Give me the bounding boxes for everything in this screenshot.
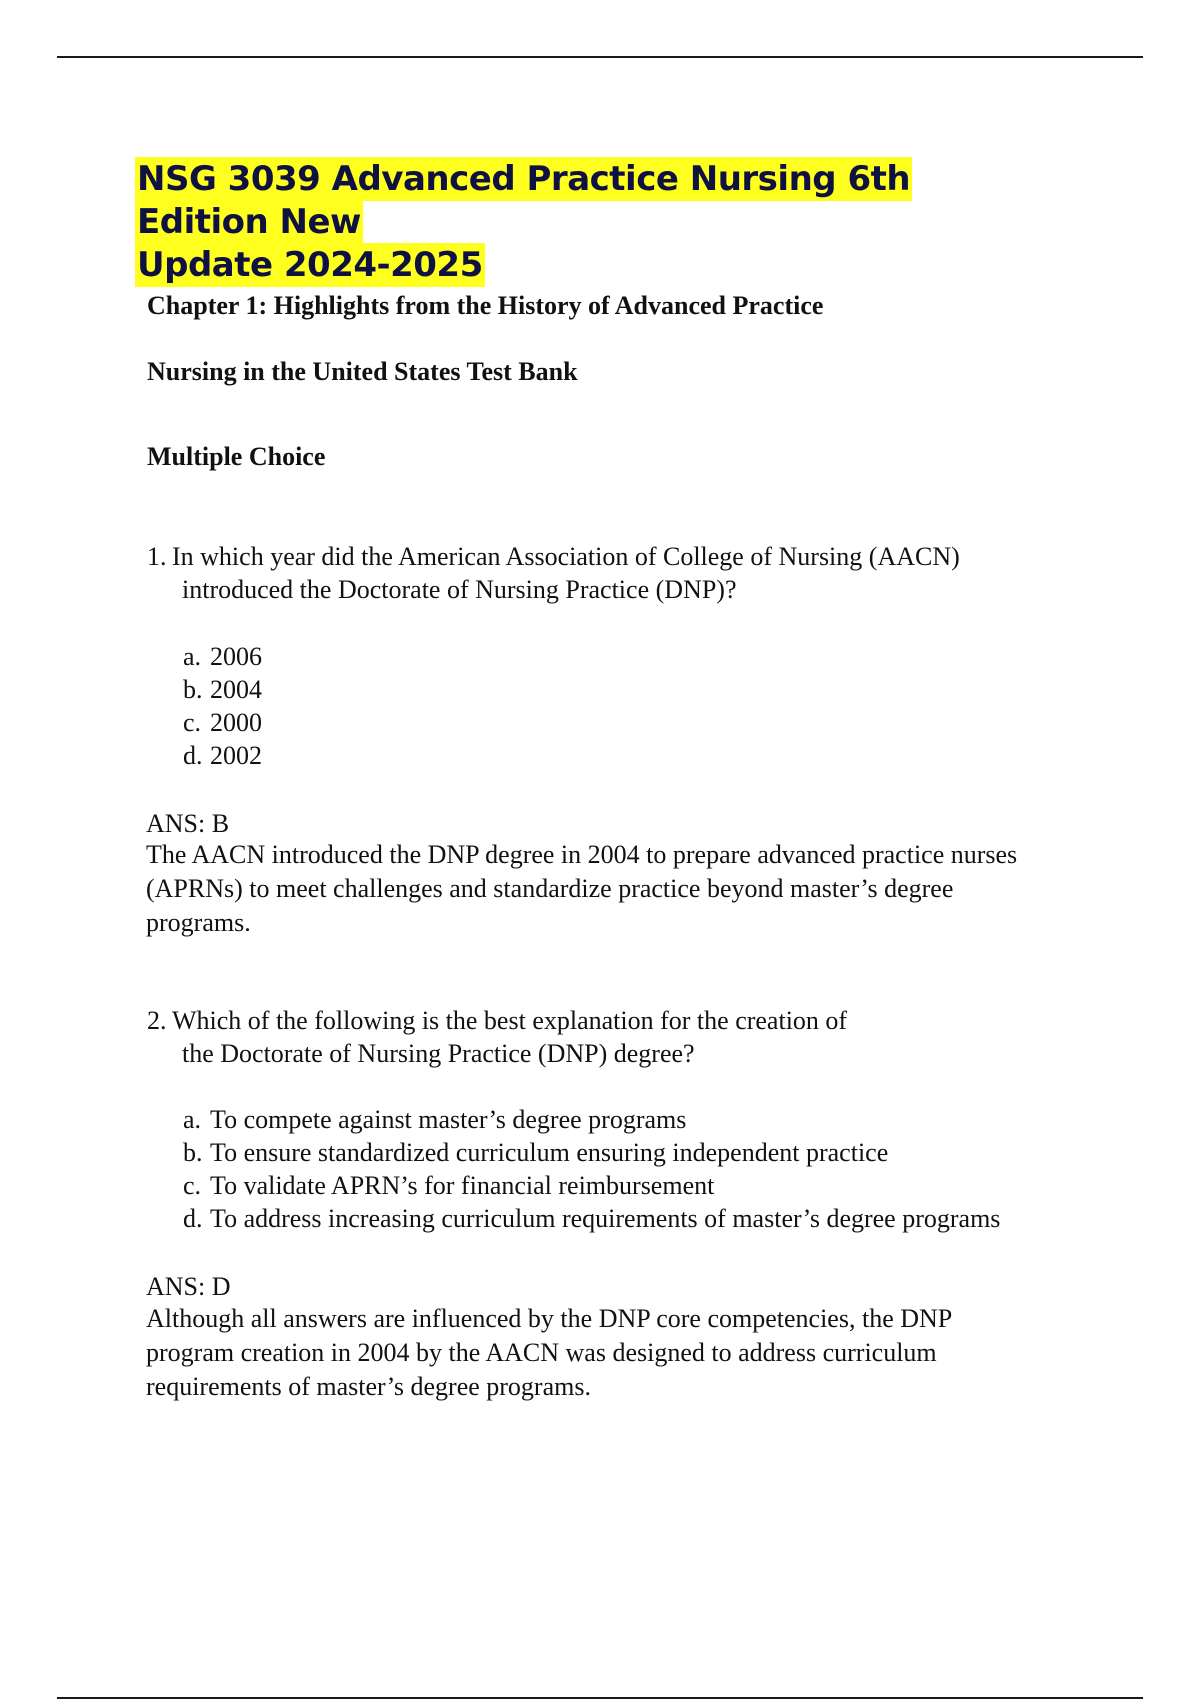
bottom-rule — [57, 1697, 1143, 1699]
option-a — [183, 640, 262, 673]
option-letter: a. — [183, 642, 202, 671]
option-text: To compete against master’s degree programs — [210, 1105, 687, 1134]
option-letter: d. — [183, 741, 203, 770]
question-2 — [147, 1004, 1107, 1070]
top-rule — [57, 56, 1143, 58]
rationale-2 — [146, 1302, 1106, 1404]
option-letter: b. — [183, 1138, 203, 1167]
option-text: To address increasing curriculum requirements of master’s degree programs — [210, 1204, 1001, 1233]
option-text: 2006 — [210, 642, 262, 671]
option-text: 2000 — [210, 708, 262, 737]
chapter-heading-line-1: Chapter 1: Highlights from the History of Advanced Practice — [147, 291, 824, 320]
rationale-line: requirements of master’s degree programs. — [146, 1372, 591, 1401]
option-b — [183, 1136, 1000, 1169]
question-text-line-2: introduced the Doctorate of Nursing Practice (DNP)? — [182, 575, 737, 604]
rationale-line: (APRNs) to meet challenges and standardize practice beyond master’s degree — [146, 874, 954, 903]
question-text-line-1: In which year did the American Association of College of Nursing (AACN) — [172, 542, 960, 571]
chapter-heading-line-2: Nursing in the United States Test Bank — [147, 357, 578, 386]
question-number: 2. — [147, 1006, 167, 1035]
question-1 — [147, 540, 1107, 606]
question-2-options — [183, 1103, 1000, 1235]
option-a — [183, 1103, 1000, 1136]
option-letter: c. — [183, 708, 202, 737]
document-title — [135, 158, 1035, 287]
title-line-2: Update 2024-2025 — [137, 245, 483, 285]
option-d — [183, 1202, 1000, 1235]
rationale-line: programs. — [146, 908, 251, 937]
option-text: To ensure standardized curriculum ensuring independent practice — [210, 1138, 889, 1167]
section-heading: Multiple Choice — [147, 442, 326, 471]
option-c — [183, 706, 262, 739]
question-1-options — [183, 640, 262, 772]
question-text-line-2: the Doctorate of Nursing Practice (DNP) degree? — [182, 1039, 695, 1068]
option-c — [183, 1169, 1000, 1202]
question-number: 1. — [147, 542, 167, 571]
rationale-line: Although all answers are influenced by the DNP core competencies, the DNP — [146, 1304, 953, 1333]
option-letter: b. — [183, 675, 203, 704]
rationale-line: program creation in 2004 by the AACN was designed to address curriculum — [146, 1338, 937, 1367]
question-text-line-1: Which of the following is the best explanation for the creation of — [172, 1006, 848, 1035]
option-b — [183, 673, 262, 706]
option-text: To validate APRN’s for financial reimbursement — [210, 1171, 715, 1200]
option-text: 2002 — [210, 741, 262, 770]
rationale-line: The AACN introduced the DNP degree in 2004 to prepare advanced practice nurses — [146, 840, 1018, 869]
option-d — [183, 739, 262, 772]
rationale-1 — [146, 838, 1106, 940]
option-letter: c. — [183, 1171, 202, 1200]
option-text: 2004 — [210, 675, 262, 704]
option-letter: a. — [183, 1105, 202, 1134]
title-line-1: NSG 3039 Advanced Practice Nursing 6th Edition New — [137, 159, 911, 242]
answer-2: ANS: D — [146, 1272, 231, 1301]
answer-1: ANS: B — [146, 809, 230, 838]
option-letter: d. — [183, 1204, 203, 1233]
